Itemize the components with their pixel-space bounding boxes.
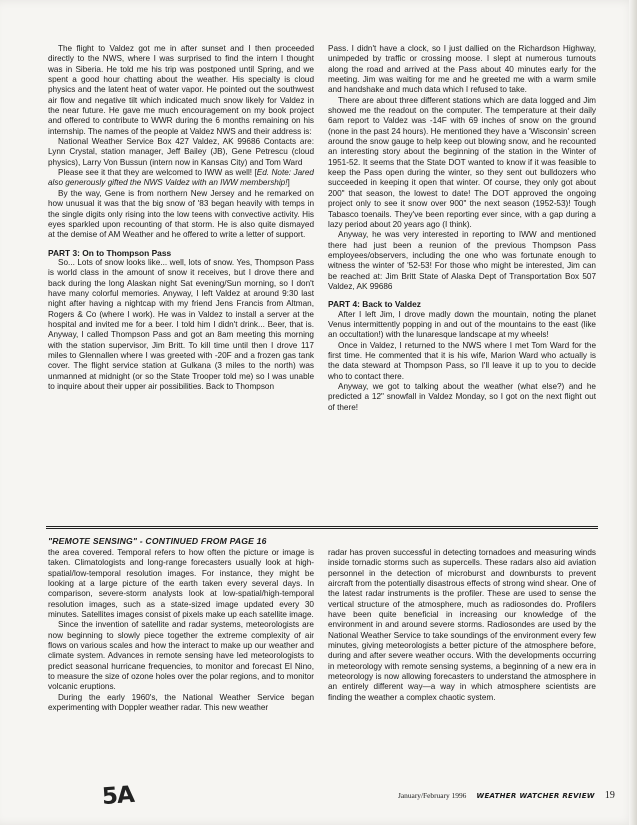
section-divider-thin xyxy=(46,528,598,529)
section-heading-part-4: PART 4: Back to Valdez xyxy=(328,299,421,310)
section-heading-part-3: PART 3: On to Thompson Pass xyxy=(48,247,172,258)
continued-article-title: "REMOTE SENSING" - CONTINUED FROM PAGE 16 xyxy=(48,536,267,546)
paragraph: The flight to Valdez got me in after sunset and I then proceeded directly to the NWS, where I was surprised to find the intern I thought was in Siberia. He told me his trip was postponed until Spring, and we spent a good hour chatting about the weather. His specialty is cloud physics and the latent heat of water vapor. He pointed out the southwest air flow and negative tilt which indicated much snow likely for Valdez in the near future. He gave me much encouragement on my book project and offered to contribute to WWR during the 6 months remaining on his internship. The names of the people at Valdez NWS and their address is: xyxy=(48,44,314,136)
handwritten-annotation: 5A xyxy=(101,781,135,811)
page-edge-shadow xyxy=(629,0,637,825)
paragraph: During the early 1960's, the National Weather Service began experimenting with Doppler weather radar. This new weather xyxy=(48,692,314,713)
paragraph: the area covered. Temporal refers to how often the picture or image is taken. Climatologists and long-range forecasters usually look at high-spatial/low-temporal resolution images. For instance, they might be looking at a large picture of the earth taken every several days. In comparison, severe-storm analysts look at low-spatial/high-temporal resolution images, such as a state-sized image updated every 30 minutes. Satellites images consist of pixels make up each satellite image. xyxy=(48,548,314,620)
paragraph: Since the invention of satellite and radar systems, meteorologists are now beginning to slowly piece together the extreme complexity of air flows on various scales and how the interact to make up our weather and climate system. Advances in remote sensing have led meteorologists to predict seasonal hurricane frequencies, to monitor and forecast El Nino, to measure the size of ozone holes over the polar regions, and to monitor volcanic eruptions. xyxy=(48,620,314,692)
paragraph: So... Lots of snow looks like... well, lots of snow. Yes, Thompson Pass is world class in the amount of snow it receives, but I drove there and back during the long Alaskan night Sat evening/Sun morning, so I don't have many colorful memories. Anyway, I left Valdez at around 9:30 last night after having a nightcap with my friend Jens Francis from Altman, Rogers & Co (where I work). He was in Valdez to install a server at the hospital and invited me for a beer. I told him I didn't drink... Beer, that is. Anyway, I called Thompson Pass and got an 8am meeting this morning with the station supervisor, Jim Britt. To kill time until then I drove 117 miles to Glennallen where I was greeted with -20F and a frozen gas tank cover. The flight service station at Gulkana (3 miles to the north) was unmanned at midnight (or so the State Trooper told me) so I was unable to inquire about their upper air possibilities. Back to Thompson xyxy=(48,257,314,391)
page-number: 19 xyxy=(604,790,615,801)
paragraph: Once in Valdez, I returned to the NWS where I met Tom Ward for the first time. He commented that it is his wife, Marion Ward who actually is the data steward at Thompson Pass, so I'll leave it up to you to decide who to contact there. xyxy=(328,340,596,381)
paragraph: Anyway, he was very interested in reporting to IWW and mentioned there had just been a reunion of the previous Thompson Pass employees/observers, including the one who was fortunate enough to witness the winter of '52-53! For those who might be interested, Jim can be reached at: Jim Britt State of Alaska Dept of Transportation Box 507 Valdez, AK 99686 xyxy=(328,230,596,291)
page-footer xyxy=(398,790,615,801)
issue-date: January/February 1996 xyxy=(398,791,467,800)
paragraph: Anyway, we got to talking about the weather (what else?) and he predicted a 12" snowfall in Valdez Monday, so I got on the next flight out of there! xyxy=(328,382,596,412)
continued-column-left xyxy=(48,548,314,770)
article-column-left xyxy=(48,44,314,510)
paragraph: Pass. I didn't have a clock, so I just dallied on the Richardson Highway, unimpeded by traffic or crossing moose. I slept at numerous turnouts along the road and arrived at the Pass about 40 minutes early for the meeting. Jim was waiting for me and he greeted me with a warm smile and handshake and much data which I refused to take. xyxy=(328,44,596,95)
paragraph: There are about three different stations which are data logged and Jim showed me the readout on the computer. The temperature at their daily 6am report to Valdez was -14F with 69 inches of snow on the ground (none in the past 24 hours). He mentioned they have a 'Wisconsin' screen around the snow gauge to help keep out blowing snow, and he recounted an interesting story about the beginning of the station in the Winter of 1951-52. It seems that the State DOT wanted to know if it was feasible to keep the Pass open during the winter, so they sent out bulldozers who succeeded in keeping it open that winter. Of course, they only got about 200" that season, the lowest to date! The DOT approved the ongoing project only to see it snow over 900" the next season (1952-53)! Tough Tabasco toenails. They've been reporting ever since, with a gap during a lazy period about 20 years ago (I think). xyxy=(328,95,596,229)
publication-name: WEATHER WATCHER REVIEW xyxy=(476,792,595,800)
paragraph: By the way, Gene is from northern New Jersey and he remarked on how unusual it was that the big snow of '83 began heavily with temps in the single digits only rising into the low teens with convective activity. His eyes sparkled upon recounting of that storm. He is also quite dismayed at the demise of AM Weather and he offered to write a letter of support. xyxy=(48,188,314,240)
continued-column-right xyxy=(328,548,596,770)
address-paragraph: National Weather Service Box 427 Valdez, AK 99686 Contacts are: Lynn Crystal, station manager, Jeff Bailey (JB), Gene Petrescu (cloud physics), Larry Von Bussun (intern now in Kansas City) and Tom Ward xyxy=(48,137,314,167)
paragraph: Please see it that they are welcomed to IWW as well! [Ed. Note: Jared also generously gifted the NWS Valdez with an IWW membership!] xyxy=(48,168,314,188)
welcome-text: Please see it that they are welcomed to IWW as well! xyxy=(58,168,253,178)
paragraph: radar has proven successful in detecting tornadoes and measuring winds inside tornadic storms such as supercells. These radars also aid aviation personnel in the detection of microburst and downbursts to prevent aircraft from the potentially disastrous effects of strong wind shear. One of the latest radar instruments is the profiler. These are used to sense the vertical structure of the atmosphere, much as radiosondes do. Profilers have been quite beneficial in increasing our knowledge of the environment in and around severe storms. Radiosondes are used by the National Weather Service to take soundings of the environment every few minutes, giving meteorologists a better picture of the atmosphere before, during and after severe weather occurs. With the developments occurring in meteorology with remote sensing systems, a beginning of a new era in meteorology is now allowing forecasters to understand the atmosphere in an entirely different way—a way in which atmosphere scientists are finding the weather a complex chaotic system. xyxy=(328,548,596,702)
editor-note: Ed. Note: Jared also generously gifted the NWS Valdez with an IWW membership! xyxy=(48,168,314,188)
article-column-right xyxy=(328,44,596,504)
paragraph: After I left Jim, I drove madly down the mountain, noting the planet Venus intermittently popping in and out of the mountains to the east (like an occultation!) with the lunaresque landscape at my wheels! xyxy=(328,309,596,340)
